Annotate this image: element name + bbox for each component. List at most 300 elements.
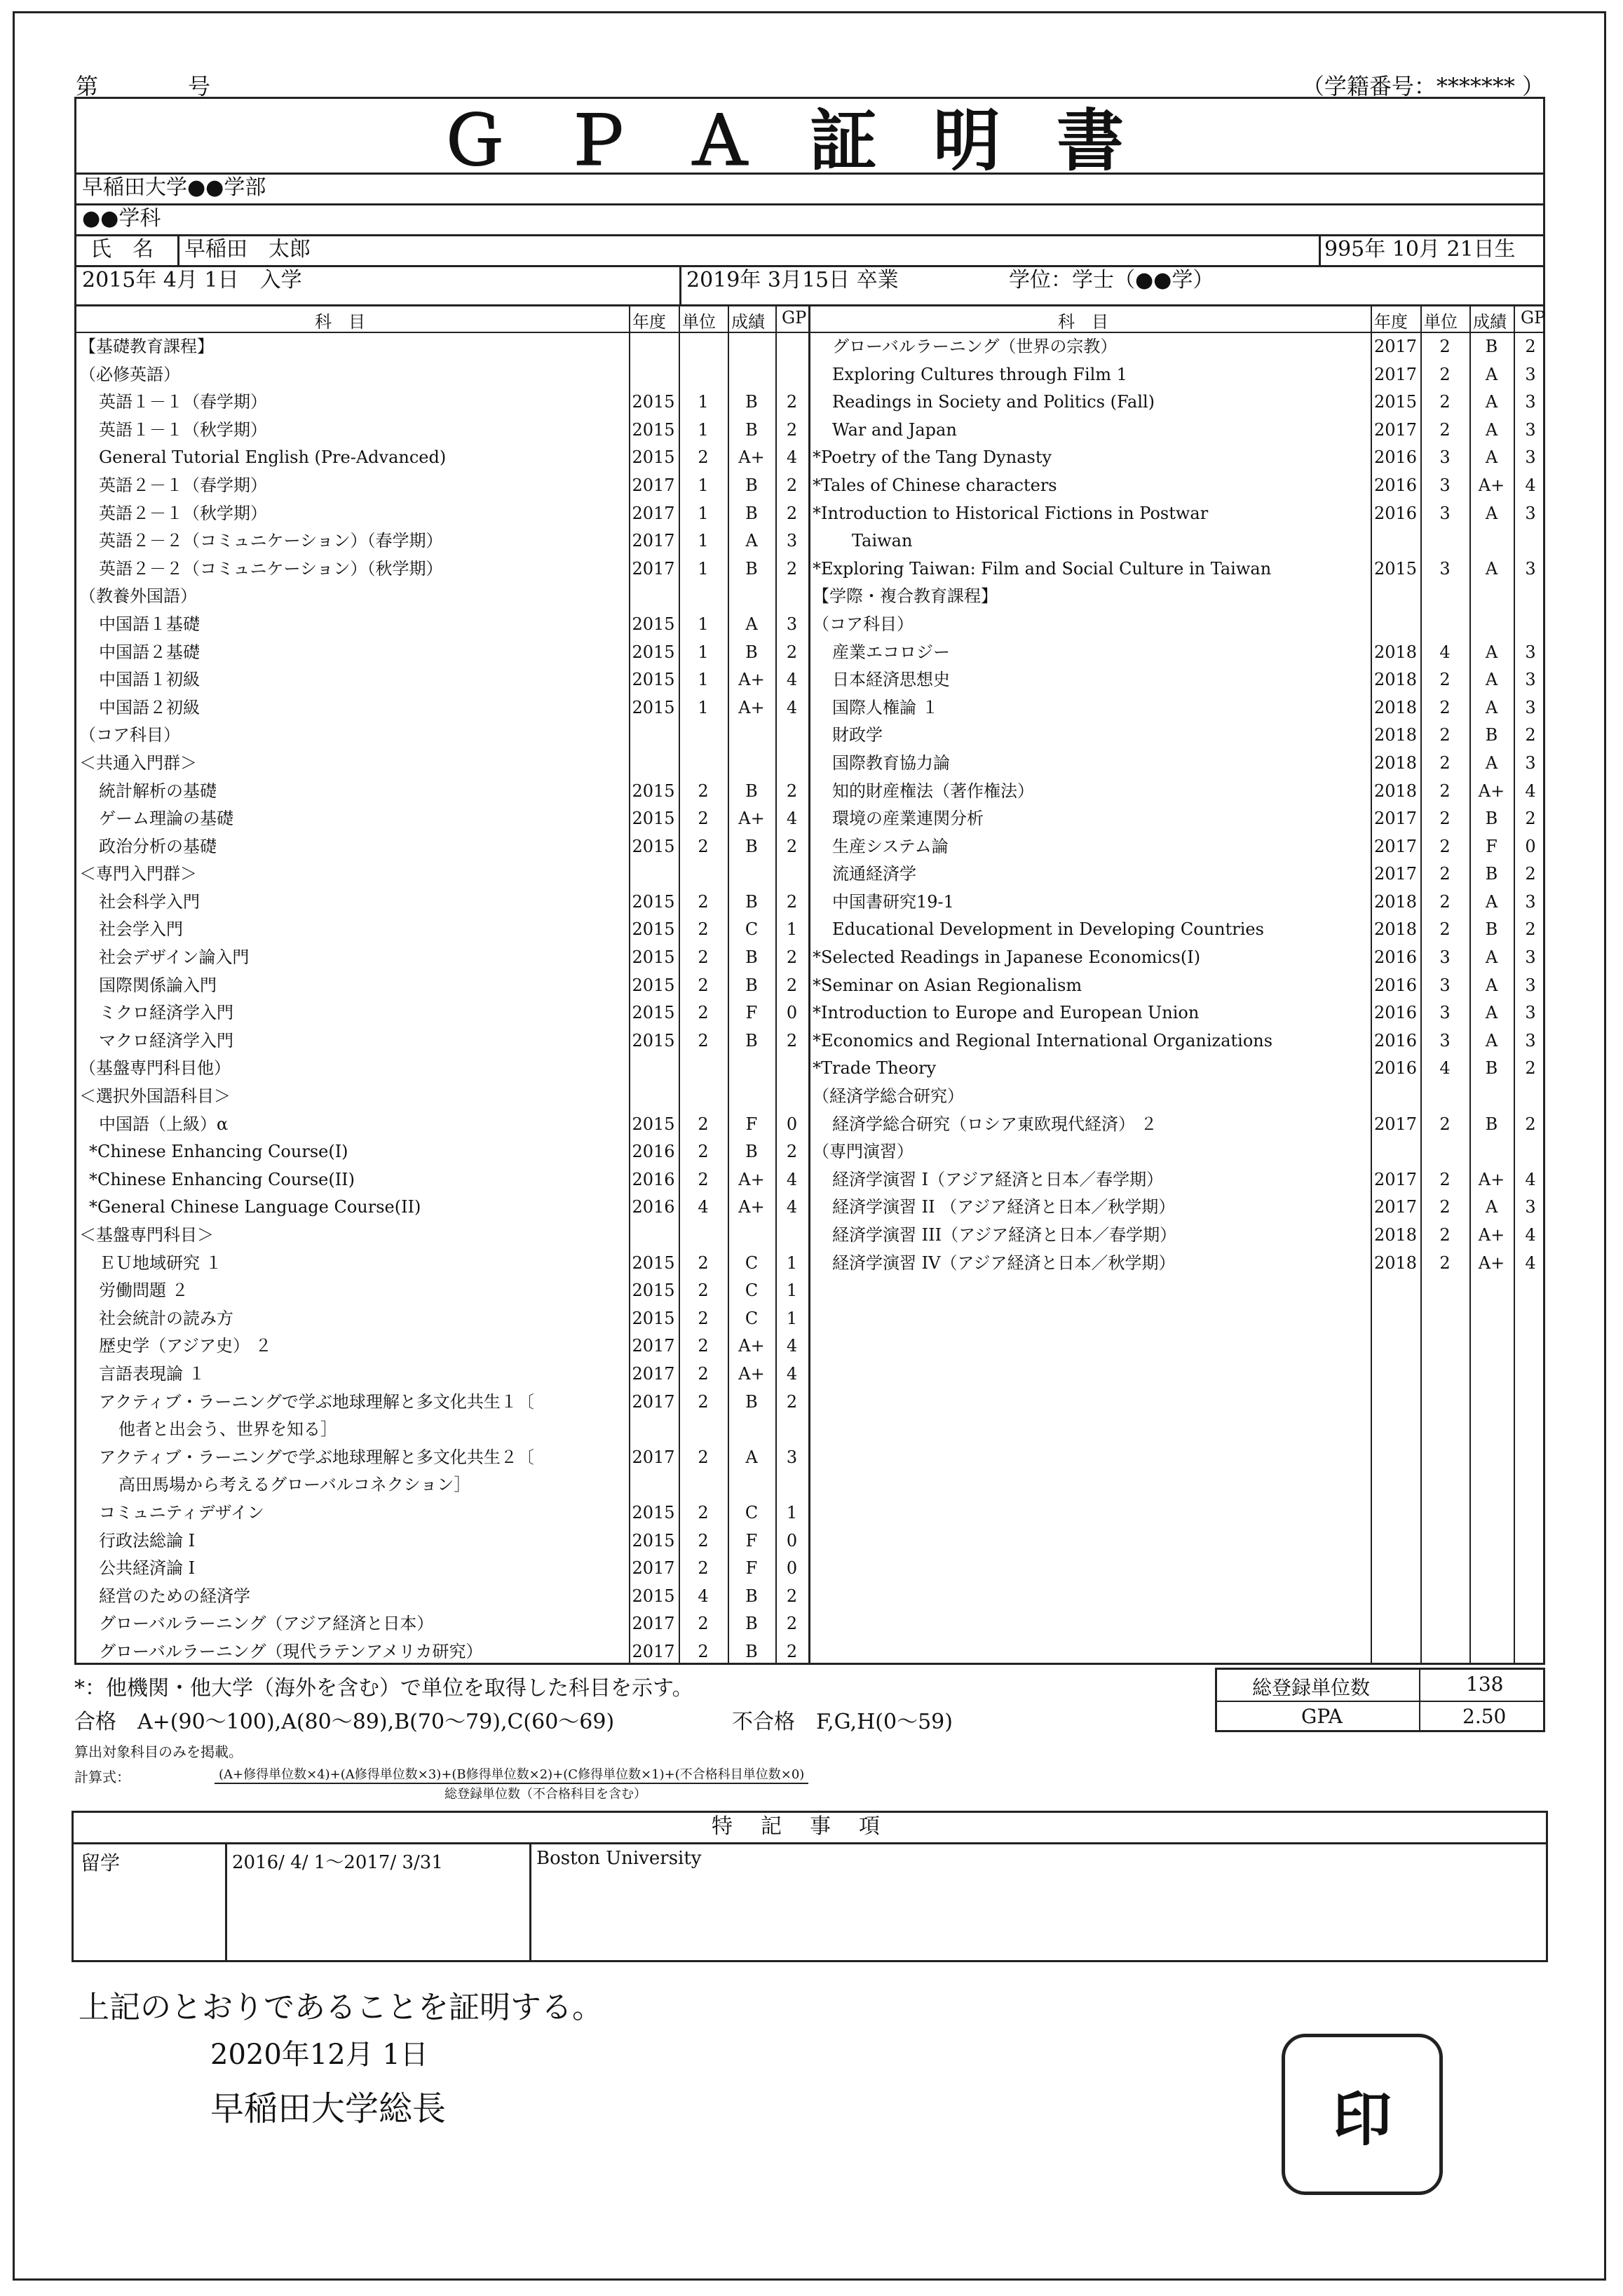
name-label: 氏 名 <box>90 237 154 262</box>
year-cell: 2015 <box>632 642 675 662</box>
year-cell: 2015 <box>632 1281 675 1301</box>
units-cell: 2 <box>698 891 709 912</box>
subject-name: 中国語１初級 <box>99 670 200 690</box>
year-cell: 2015 <box>632 1308 675 1328</box>
units-cell: 1 <box>698 503 709 523</box>
subject-name: ゲーム理論の基礎 <box>99 809 233 829</box>
units-cell: 2 <box>1439 725 1451 745</box>
grade-cell: B <box>1485 1114 1498 1134</box>
subject-name: 政治分析の基礎 <box>99 836 217 856</box>
year-cell: 2015 <box>1373 558 1418 579</box>
year-cell: 2015 <box>632 947 675 968</box>
subject-name: 英語１－１（春学期） <box>99 392 267 412</box>
table-row <box>813 389 1547 417</box>
subject-name: Educational Development in Developing Countries <box>832 919 1264 940</box>
grade-cell: B <box>1485 725 1498 745</box>
units-cell: 2 <box>1439 836 1451 856</box>
units-cell: 3 <box>1439 558 1451 579</box>
units-cell: 2 <box>1439 781 1451 801</box>
gpa-label: GPA <box>1301 1705 1343 1728</box>
units-cell: 2 <box>698 1641 709 1661</box>
grade-cell: F <box>745 1003 758 1023</box>
year-cell: 2017 <box>632 1447 675 1467</box>
department-row <box>74 203 1545 234</box>
year-cell: 2017 <box>632 558 675 579</box>
subject-name: 経済学演習 IV（アジア経済と日本／秋学期） <box>832 1252 1176 1273</box>
col-year: 年度 <box>632 312 666 332</box>
grade-cell: A <box>1485 891 1498 912</box>
grade-cell: F <box>745 1114 758 1134</box>
grade-cell: A+ <box>738 1169 765 1189</box>
subject-name: *Tales of Chinese characters <box>813 475 1057 495</box>
year-cell: 2015 <box>632 1003 675 1023</box>
grade-cell: A+ <box>738 809 765 829</box>
table-row <box>813 889 1547 917</box>
gp-cell: 3 <box>786 1447 798 1467</box>
year-cell: 2016 <box>1373 1058 1418 1079</box>
year-cell: 2017 <box>632 503 675 523</box>
formula-label: 計算式： <box>74 1769 130 1785</box>
table-row <box>79 1055 808 1083</box>
col-units: 単位 <box>682 312 716 332</box>
subject-name: 社会デザイン論入門 <box>99 947 250 968</box>
subject-name: ＥＵ地域研究 １ <box>99 1252 222 1273</box>
subject-name: 英語２－１（秋学期） <box>99 503 267 523</box>
units-cell: 3 <box>1439 975 1451 995</box>
table-row <box>79 1416 808 1444</box>
table-row <box>79 444 808 472</box>
table-row <box>79 1444 808 1472</box>
units-cell: 2 <box>1439 891 1451 912</box>
grade-cell: F <box>1486 836 1498 856</box>
gp-cell: 3 <box>1525 503 1536 523</box>
subject-name: ＜共通入門群＞ <box>79 752 197 773</box>
total-units-value: 138 <box>1466 1673 1504 1696</box>
gp-cell: 2 <box>786 891 798 912</box>
table-row <box>79 417 808 445</box>
subject-name: 歴史学（アジア史） ２ <box>99 1336 272 1356</box>
subject-name: 経済学総合研究（ロシア東欧現代経済） ２ <box>832 1114 1157 1134</box>
grade-cell: C <box>745 1502 759 1522</box>
units-cell: 3 <box>1439 1003 1451 1023</box>
subject-name: ＜選択外国語科目＞ <box>79 1086 231 1107</box>
gp-cell: 3 <box>1525 447 1536 468</box>
table-row <box>813 1166 1547 1194</box>
grade-cell: A <box>1485 642 1498 662</box>
gp-cell: 2 <box>1525 1058 1536 1079</box>
department: ●●学科 <box>82 206 161 231</box>
subject-name: マクロ経済学入門 <box>99 1030 233 1051</box>
gp-cell: 2 <box>1525 919 1536 940</box>
table-row <box>813 999 1547 1027</box>
units-cell: 2 <box>1439 1114 1451 1134</box>
table-row <box>79 1471 808 1499</box>
gp-cell: 0 <box>1525 836 1536 856</box>
subject-name: *Selected Readings in Japanese Economics(I) <box>813 947 1201 968</box>
subject-name: 中国語（上級）α <box>99 1114 229 1134</box>
formula-denominator: 総登録単位数（不合格科目を含む） <box>444 1787 646 1802</box>
gpa-value: 2.50 <box>1462 1705 1507 1728</box>
gp-cell: 4 <box>786 1363 798 1384</box>
year-cell: 2016 <box>1373 1030 1418 1051</box>
subject-name: General Tutorial English (Pre-Advanced) <box>99 447 447 468</box>
year-cell: 2017 <box>1373 1197 1418 1217</box>
subject-name: アクティブ・ラーニングで学ぶ地球理解と多文化共生１〔 <box>99 1391 534 1412</box>
grade-cell: A <box>1485 1003 1498 1023</box>
summary-box <box>1215 1668 1545 1732</box>
subject-name: 中国語２初級 <box>99 697 200 717</box>
enrollment-row <box>74 265 1545 304</box>
units-cell: 2 <box>698 1281 709 1301</box>
year-cell: 2015 <box>632 891 675 912</box>
subject-name: 中国語２基礎 <box>99 642 200 662</box>
subject-name: 産業エコロジー <box>832 642 950 662</box>
grade-cell: A <box>745 1447 758 1467</box>
table-row <box>813 1111 1547 1139</box>
grade-cell: A <box>1485 558 1498 579</box>
units-cell: 1 <box>698 697 709 717</box>
grade-cell: C <box>745 1252 759 1273</box>
gp-cell: 2 <box>786 642 798 662</box>
subject-name: 知的財産権法（著作権法） <box>832 781 1034 801</box>
grade-cell: A+ <box>1478 1169 1505 1189</box>
units-cell: 2 <box>698 836 709 856</box>
gp-cell: 0 <box>786 1530 798 1551</box>
year-cell: 2017 <box>632 1363 675 1384</box>
units-cell: 2 <box>698 1308 709 1328</box>
subject-name: （基盤専門科目他） <box>79 1058 231 1079</box>
certification-statement: 上記のとおりであることを証明する。 <box>79 1990 603 2025</box>
year-cell: 2017 <box>632 1641 675 1661</box>
gp-cell: 3 <box>1525 670 1536 690</box>
units-cell: 2 <box>698 1502 709 1522</box>
table-row <box>79 1583 808 1611</box>
grade-cell: A+ <box>738 1197 765 1217</box>
gp-cell: 3 <box>1525 642 1536 662</box>
table-row <box>79 1360 808 1389</box>
table-row <box>79 722 808 750</box>
units-cell: 1 <box>698 642 709 662</box>
grade-cell: B <box>745 503 758 523</box>
subject-name: *Seminar on Asian Regionalism <box>813 975 1082 995</box>
subject-name: 行政法総論 I <box>99 1530 196 1551</box>
gp-cell: 3 <box>1525 419 1536 440</box>
units-cell: 2 <box>1439 1197 1451 1217</box>
units-cell: 3 <box>1439 503 1451 523</box>
year-cell: 2017 <box>632 1336 675 1356</box>
gp-cell: 2 <box>786 392 798 412</box>
gp-cell: 3 <box>1525 752 1536 773</box>
faculty-row <box>74 173 1545 203</box>
gp-cell: 2 <box>786 1586 798 1606</box>
table-row <box>813 333 1547 361</box>
units-cell: 2 <box>1439 809 1451 829</box>
year-cell: 2016 <box>632 1142 675 1162</box>
table-row <box>79 1027 808 1055</box>
subject-name: 他者と出会う、世界を知る］ <box>118 1419 337 1440</box>
subject-name: 国際教育協力論 <box>832 752 950 773</box>
subject-name: *Chinese Enhancing Course(I) <box>89 1142 348 1162</box>
grade-cell: B <box>1485 919 1498 940</box>
subject-name: （コア科目） <box>79 725 180 745</box>
subject-name: Taiwan <box>852 531 913 551</box>
year-cell: 2017 <box>1373 809 1418 829</box>
gp-cell: 3 <box>1525 1030 1536 1051</box>
grade-cell: A <box>1485 364 1498 384</box>
year-cell: 2018 <box>1373 781 1418 801</box>
subject-name: 【学際・複合教育課程】 <box>813 586 998 607</box>
gp-cell: 2 <box>786 1142 798 1162</box>
units-cell: 2 <box>698 1391 709 1412</box>
gp-cell: 4 <box>786 809 798 829</box>
gp-cell: 2 <box>786 781 798 801</box>
year-cell: 2018 <box>1373 642 1418 662</box>
units-cell: 2 <box>698 1530 709 1551</box>
table-row <box>79 1305 808 1333</box>
units-cell: 2 <box>1439 697 1451 717</box>
gp-cell: 3 <box>1525 1197 1536 1217</box>
units-cell: 4 <box>1439 1058 1451 1079</box>
gp-cell: 1 <box>786 919 798 940</box>
subject-name: 経営のための経済学 <box>99 1586 250 1606</box>
special-note-period: 2016/ 4/ 1～2017/ 3/31 <box>232 1852 443 1873</box>
units-cell: 2 <box>698 1030 709 1051</box>
year-cell: 2017 <box>1373 1114 1418 1134</box>
subject-name: *General Chinese Language Course(II) <box>89 1197 421 1217</box>
units-cell: 2 <box>1439 752 1451 773</box>
subject-name: 英語２－２（コミュニケーション）（秋学期） <box>99 558 443 579</box>
document-title: ＧＰＡ証明書 <box>74 97 1545 173</box>
table-row <box>813 472 1547 500</box>
gp-cell: 3 <box>1525 1003 1536 1023</box>
subject-name: 財政学 <box>832 725 883 745</box>
grade-cell: F <box>745 1558 758 1579</box>
year-cell: 2017 <box>1373 337 1418 356</box>
subject-name: *Trade Theory <box>813 1058 937 1079</box>
subject-name: コミュニティデザイン <box>99 1502 264 1522</box>
units-cell: 2 <box>1439 1252 1451 1273</box>
year-cell: 2017 <box>632 1614 675 1634</box>
subject-name: *Economics and Regional International Organizations <box>813 1030 1273 1051</box>
table-row <box>813 1027 1547 1055</box>
units-cell: 1 <box>698 670 709 690</box>
units-cell: 2 <box>698 947 709 968</box>
grade-cell: C <box>745 1281 759 1301</box>
year-cell: 2015 <box>632 1252 675 1273</box>
units-cell: 2 <box>698 1003 709 1023</box>
table-row <box>79 833 808 861</box>
grade-cell: A <box>1485 947 1498 968</box>
units-cell: 2 <box>1439 364 1451 384</box>
gp-cell: 2 <box>786 475 798 495</box>
units-cell: 2 <box>698 975 709 995</box>
units-cell: 4 <box>698 1197 709 1217</box>
grade-cell: B <box>1485 1058 1498 1079</box>
grade-cell: A <box>1485 752 1498 773</box>
subject-name: 中国語１基礎 <box>99 614 200 634</box>
gp-cell: 0 <box>786 1003 798 1023</box>
units-cell: 2 <box>698 919 709 940</box>
units-cell: 1 <box>698 558 709 579</box>
year-cell: 2015 <box>632 809 675 829</box>
table-row <box>79 778 808 806</box>
year-cell: 2018 <box>1373 670 1418 690</box>
units-cell: 1 <box>698 475 709 495</box>
grade-cell: B <box>745 392 758 412</box>
units-cell: 2 <box>698 1252 709 1273</box>
year-cell: 2018 <box>1373 725 1418 745</box>
units-cell: 2 <box>698 1336 709 1356</box>
subject-name: 社会統計の読み方 <box>99 1308 233 1328</box>
grade-cell: B <box>745 781 758 801</box>
gp-cell: 2 <box>786 1641 798 1661</box>
grade-cell: A+ <box>738 1363 765 1384</box>
units-cell: 1 <box>698 531 709 551</box>
table-row <box>79 500 808 528</box>
gp-cell: 3 <box>1525 975 1536 995</box>
year-cell: 2016 <box>1373 1003 1418 1023</box>
right-column-rows <box>813 333 1547 1277</box>
table-row <box>79 583 808 611</box>
units-cell: 2 <box>1439 919 1451 940</box>
units-cell: 3 <box>1439 947 1451 968</box>
subject-name: 環境の産業連関分析 <box>832 809 984 829</box>
gp-cell: 0 <box>786 1558 798 1579</box>
subject-name: 【基礎教育課程】 <box>79 337 214 356</box>
subject-name: 社会科学入門 <box>99 891 200 912</box>
grade-cell: B <box>745 891 758 912</box>
table-row <box>79 805 808 833</box>
table-row <box>813 1138 1547 1166</box>
col-gp-right: GP <box>1521 308 1546 327</box>
col-subject: 科 目 <box>315 312 365 332</box>
subject-name: （コア科目） <box>813 614 914 634</box>
year-cell: 2015 <box>632 697 675 717</box>
degree: 学位：学士（●●学） <box>1009 268 1214 292</box>
gp-cell: 4 <box>1525 781 1536 801</box>
gp-cell: 4 <box>1525 1225 1536 1245</box>
year-cell: 2016 <box>1373 503 1418 523</box>
year-cell: 2017 <box>632 1558 675 1579</box>
grade-cell: A+ <box>1478 781 1505 801</box>
units-cell: 3 <box>1439 475 1451 495</box>
units-cell: 2 <box>1439 419 1451 440</box>
grade-cell: A <box>1485 447 1498 468</box>
subject-name: 経済学演習 II （アジア経済と日本／秋学期） <box>832 1197 1176 1217</box>
table-row <box>813 666 1547 694</box>
year-cell: 2015 <box>632 670 675 690</box>
subject-name: 統計解析の基礎 <box>99 781 217 801</box>
gp-cell: 4 <box>1525 1169 1536 1189</box>
grade-cell: B <box>745 1142 758 1162</box>
subject-name: *Introduction to Historical Fictions in Postwar <box>813 503 1209 523</box>
year-cell: 2018 <box>1373 752 1418 773</box>
col-subject-right: 科 目 <box>1058 312 1108 332</box>
gp-cell: 3 <box>1525 891 1536 912</box>
subject-name: （経済学総合研究） <box>813 1086 964 1107</box>
subject-name: 英語２－１（春学期） <box>99 475 267 495</box>
table-row <box>813 1250 1547 1278</box>
grade-cell: B <box>1485 864 1498 884</box>
year-cell: 2015 <box>632 447 675 468</box>
special-note-institution: Boston University <box>536 1848 702 1869</box>
table-row <box>813 1194 1547 1222</box>
table-row <box>813 1055 1547 1083</box>
year-cell: 2016 <box>632 1197 675 1217</box>
year-cell: 2015 <box>632 1530 675 1551</box>
subject-name: グローバルラーニング（アジア経済と日本） <box>99 1614 434 1634</box>
special-notes-title: 特記事項 <box>74 1813 1546 1844</box>
units-cell: 2 <box>698 1169 709 1189</box>
gp-cell: 2 <box>786 558 798 579</box>
table-row <box>79 860 808 889</box>
grade-cell: A+ <box>1478 475 1505 495</box>
year-cell: 2017 <box>632 475 675 495</box>
year-cell: 2017 <box>1373 364 1418 384</box>
subject-name: 国際関係論入門 <box>99 975 217 995</box>
year-cell: 2015 <box>632 1502 675 1522</box>
year-cell: 2015 <box>632 919 675 940</box>
units-cell: 2 <box>698 1363 709 1384</box>
subject-name: *Introduction to Europe and European Union <box>813 1003 1200 1023</box>
subject-name: 日本経済思想史 <box>832 670 950 690</box>
table-row <box>813 722 1547 750</box>
table-row <box>79 1555 808 1583</box>
calc-target-note: 算出対象科目のみを掲載。 <box>74 1743 243 1760</box>
units-cell: 3 <box>1439 447 1451 468</box>
gp-cell: 1 <box>786 1502 798 1522</box>
subject-name: 高田馬場から考えるグローバルコネクション］ <box>118 1475 471 1495</box>
table-row <box>79 999 808 1027</box>
gp-cell: 4 <box>786 1197 798 1217</box>
table-row <box>813 972 1547 1000</box>
year-cell: 2017 <box>1373 1169 1418 1189</box>
table-row <box>813 805 1547 833</box>
table-row <box>813 444 1547 472</box>
table-row <box>79 1499 808 1527</box>
subject-name: ＜基盤専門科目＞ <box>79 1225 214 1245</box>
table-row <box>79 1138 808 1166</box>
subject-name: 生産システム論 <box>832 836 949 856</box>
grade-cell: B <box>745 475 758 495</box>
grade-cell: A <box>1485 1030 1498 1051</box>
official-seal: 印 <box>1282 2034 1443 2195</box>
gp-cell: 4 <box>786 447 798 468</box>
table-row <box>79 611 808 639</box>
grade-cell: B <box>745 975 758 995</box>
table-row <box>79 1332 808 1360</box>
units-cell: 3 <box>1439 1030 1451 1051</box>
units-cell: 1 <box>698 614 709 634</box>
gp-cell: 2 <box>1525 725 1536 745</box>
subject-name: ミクロ経済学入門 <box>99 1003 233 1023</box>
certificate-number-label: 第 号 <box>76 73 211 100</box>
table-row <box>79 389 808 417</box>
table-row <box>79 972 808 1000</box>
grade-cell: A+ <box>1478 1225 1505 1245</box>
subject-name: 経済学演習 I（アジア経済と日本／春学期） <box>832 1169 1164 1189</box>
col-grade-right: 成績 <box>1473 312 1507 332</box>
grade-cell: A <box>745 614 758 634</box>
grade-cell: B <box>1485 809 1498 829</box>
table-row <box>79 944 808 972</box>
gp-cell: 1 <box>786 1281 798 1301</box>
year-cell: 2015 <box>632 1586 675 1606</box>
gp-cell: 4 <box>786 1169 798 1189</box>
subject-name: *Chinese Enhancing Course(II) <box>89 1169 355 1189</box>
units-cell: 2 <box>698 447 709 468</box>
gp-cell: 0 <box>786 1114 798 1134</box>
